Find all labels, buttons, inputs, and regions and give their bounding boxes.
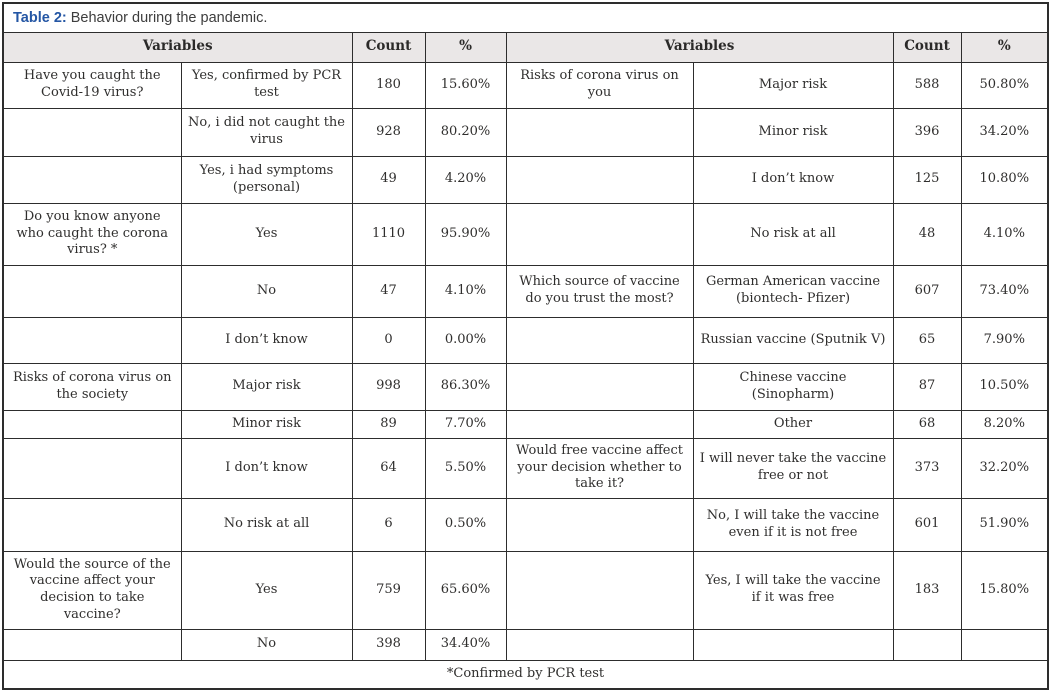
right-variable-cell [506,156,693,203]
right-variable-cell [506,410,693,438]
table-caption-label: Table 2: [13,10,67,26]
left-percent-cell: 0.00% [425,317,506,363]
table-row [3,203,1048,265]
right-answer-cell: Other [693,410,893,438]
left-answer-cell: No [181,629,352,660]
table-caption [3,3,1048,32]
left-percent-cell: 34.40% [425,629,506,660]
left-answer-cell: No risk at all [181,498,352,551]
right-count-cell: 373 [893,438,961,498]
right-percent-cell [961,629,1048,660]
header-count-right: Count [893,32,961,62]
table-row [3,363,1048,410]
table-caption-row [3,3,1048,32]
left-variable-cell [3,629,181,660]
left-percent-cell: 4.20% [425,156,506,203]
right-variable-cell [506,108,693,156]
left-count-cell: 6 [352,498,425,551]
right-percent-cell: 34.20% [961,108,1048,156]
left-variable-cell [3,317,181,363]
right-answer-cell: Russian vaccine (Sputnik V) [693,317,893,363]
left-count-cell: 998 [352,363,425,410]
table-row [3,410,1048,438]
left-percent-cell: 86.30% [425,363,506,410]
left-variable-cell: Do you know anyone who caught the corona virus? * [3,203,181,265]
header-percent-left: % [425,32,506,62]
left-percent-cell: 65.60% [425,551,506,629]
left-count-cell: 180 [352,62,425,108]
left-percent-cell: 7.70% [425,410,506,438]
left-variable-cell: Have you caught the Covid-19 virus? [3,62,181,108]
right-percent-cell: 15.80% [961,551,1048,629]
left-answer-cell: Yes [181,551,352,629]
header-variables-right: Variables [506,32,893,62]
table-header-row [3,32,1048,62]
table-footer [3,660,1048,689]
right-answer-cell [693,629,893,660]
right-answer-cell: I don’t know [693,156,893,203]
table-row [3,551,1048,629]
left-percent-cell: 4.10% [425,265,506,317]
right-variable-cell: Risks of corona virus on you [506,62,693,108]
right-answer-cell: Chinese vaccine (Sinopharm) [693,363,893,410]
right-count-cell: 65 [893,317,961,363]
left-answer-cell: Yes, i had symptoms (personal) [181,156,352,203]
right-count-cell: 125 [893,156,961,203]
header-percent-right: % [961,32,1048,62]
left-variable-cell [3,265,181,317]
right-variable-cell [506,498,693,551]
left-count-cell: 1110 [352,203,425,265]
left-answer-cell: No, i did not caught the virus [181,108,352,156]
right-percent-cell: 10.50% [961,363,1048,410]
table-footnote: *Confirmed by PCR test [3,660,1048,689]
table-row [3,108,1048,156]
right-percent-cell: 51.90% [961,498,1048,551]
right-count-cell: 68 [893,410,961,438]
left-count-cell: 759 [352,551,425,629]
left-answer-cell: Yes, confirmed by PCR test [181,62,352,108]
right-variable-cell [506,317,693,363]
left-answer-cell: No [181,265,352,317]
table-footnote-row [3,660,1048,689]
right-count-cell: 396 [893,108,961,156]
left-count-cell: 89 [352,410,425,438]
right-answer-cell: German American vaccine (biontech- Pfizer) [693,265,893,317]
right-answer-cell: I will never take the vaccine free or not [693,438,893,498]
left-percent-cell: 80.20% [425,108,506,156]
left-percent-cell: 5.50% [425,438,506,498]
left-variable-cell [3,156,181,203]
right-answer-cell: Minor risk [693,108,893,156]
right-percent-cell: 10.80% [961,156,1048,203]
right-count-cell: 588 [893,62,961,108]
table-row [3,498,1048,551]
left-answer-cell: Yes [181,203,352,265]
right-percent-cell: 32.20% [961,438,1048,498]
right-count-cell: 48 [893,203,961,265]
header-count-left: Count [352,32,425,62]
right-answer-cell: No risk at all [693,203,893,265]
right-variable-cell: Which source of vaccine do you trust the most? [506,265,693,317]
left-count-cell: 0 [352,317,425,363]
left-count-cell: 398 [352,629,425,660]
table-row [3,156,1048,203]
right-percent-cell: 73.40% [961,265,1048,317]
left-variable-cell [3,108,181,156]
table-row [3,629,1048,660]
right-variable-cell: Would free vaccine affect your decision whether to take it? [506,438,693,498]
left-answer-cell: Major risk [181,363,352,410]
right-variable-cell [506,629,693,660]
right-answer-cell: Yes, I will take the vaccine if it was free [693,551,893,629]
left-variable-cell [3,438,181,498]
left-count-cell: 47 [352,265,425,317]
behavior-table [2,2,1049,690]
right-count-cell: 607 [893,265,961,317]
right-answer-cell: No, I will take the vaccine even if it is not free [693,498,893,551]
table-row [3,317,1048,363]
left-answer-cell: I don’t know [181,317,352,363]
left-variable-cell [3,498,181,551]
left-answer-cell: I don’t know [181,438,352,498]
header-variables-left: Variables [3,32,352,62]
table-row [3,62,1048,108]
right-percent-cell: 50.80% [961,62,1048,108]
right-variable-cell [506,203,693,265]
right-percent-cell: 7.90% [961,317,1048,363]
right-count-cell: 601 [893,498,961,551]
table-row [3,438,1048,498]
left-variable-cell [3,410,181,438]
right-percent-cell: 8.20% [961,410,1048,438]
table-row [3,265,1048,317]
left-count-cell: 928 [352,108,425,156]
right-answer-cell: Major risk [693,62,893,108]
right-count-cell: 183 [893,551,961,629]
left-answer-cell: Minor risk [181,410,352,438]
right-count-cell: 87 [893,363,961,410]
left-variable-cell: Would the source of the vaccine affect your decision to take vaccine? [3,551,181,629]
left-percent-cell: 15.60% [425,62,506,108]
right-count-cell [893,629,961,660]
left-count-cell: 64 [352,438,425,498]
right-percent-cell: 4.10% [961,203,1048,265]
table-caption-text: Behavior during the pandemic. [66,10,268,26]
left-variable-cell: Risks of corona virus on the society [3,363,181,410]
right-variable-cell [506,363,693,410]
left-percent-cell: 0.50% [425,498,506,551]
right-variable-cell [506,551,693,629]
left-count-cell: 49 [352,156,425,203]
left-percent-cell: 95.90% [425,203,506,265]
